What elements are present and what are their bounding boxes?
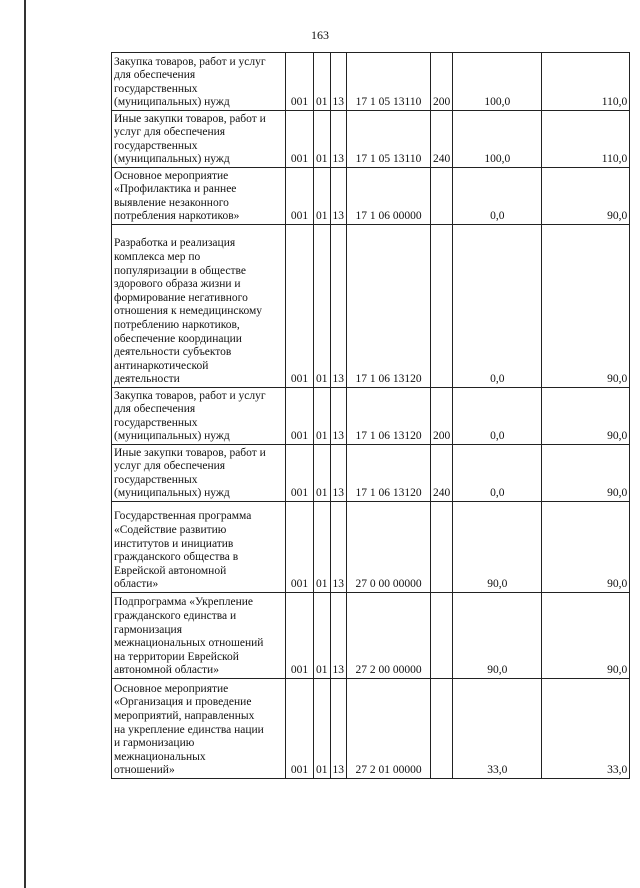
ved-code [286,168,314,225]
amount-year-1-text: 100,0 [484,153,511,166]
expense-type-code [431,502,453,593]
amount-year-2-text: 90,0 [607,578,628,591]
section-code-text: 01 [316,430,328,443]
subsection-code [330,53,347,111]
expense-type-code [431,679,453,779]
expense-type-code-text: 240 [433,487,451,500]
amount-year-2-text: 110,0 [601,153,628,166]
row-name-text: Закупка товаров, работ и услуг для обеспечения государственных (муниципальных) нужд [114,55,266,109]
amount-year-2 [542,679,630,779]
expense-type-code [431,388,453,445]
section-code-text: 01 [316,664,328,677]
table-row [112,445,630,502]
target-article-code [347,679,431,779]
amount-year-1 [453,679,542,779]
amount-year-1 [453,445,542,502]
section-code-text: 01 [316,764,328,777]
target-article-code-text: 17 1 06 13120 [355,430,422,443]
ved-code [286,593,314,679]
row-name-text: Иные закупки товаров, работ и услуг для обеспечения государственных (муниципальных) нужд [114,446,266,500]
amount-year-2 [542,168,630,225]
target-article-code-text: 17 1 06 13120 [355,373,422,386]
target-article-code-text: 17 1 05 13110 [355,153,422,166]
subsection-code-text: 13 [332,764,344,777]
expense-type-code-text: 240 [433,153,451,166]
page-number: 163 [311,28,329,42]
amount-year-1-text: 0,0 [490,487,505,500]
section-code [314,225,331,388]
amount-year-1 [453,53,542,111]
subsection-code-text: 13 [332,373,344,386]
target-article-code [347,445,431,502]
subsection-code-text: 13 [332,96,344,109]
row-name [112,111,286,168]
section-code-text: 01 [316,487,328,500]
amount-year-2 [542,111,630,168]
subsection-code-text: 13 [332,153,344,166]
amount-year-2 [542,388,630,445]
ved-code [286,53,314,111]
amount-year-2 [542,53,630,111]
section-code-text: 01 [316,153,328,166]
amount-year-1-text: 0,0 [490,210,505,223]
amount-year-2-text: 90,0 [607,430,628,443]
amount-year-1-text: 0,0 [490,430,505,443]
amount-year-1-text: 90,0 [487,664,508,677]
subsection-code-text: 13 [332,430,344,443]
amount-year-2-text: 110,0 [601,96,628,109]
ved-code-text: 001 [290,210,309,223]
subsection-code [330,168,347,225]
table-row [112,53,630,111]
subsection-code [330,111,347,168]
section-code [314,502,331,593]
amount-year-1 [453,502,542,593]
target-article-code [347,168,431,225]
target-article-code [347,388,431,445]
amount-year-1-text: 90,0 [487,578,508,591]
ved-code-text: 001 [290,578,309,591]
amount-year-1 [453,111,542,168]
table-row [112,111,630,168]
ved-code-text: 001 [290,430,309,443]
ved-code [286,679,314,779]
subsection-code [330,388,347,445]
row-name-text: Основное мероприятие «Профилактика и раннее выявление незаконного потребления наркотиков» [114,169,240,223]
amount-year-1 [453,225,542,388]
row-name-text: Закупка товаров, работ и услуг для обеспечения государственных (муниципальных) нужд [114,389,266,443]
subsection-code [330,679,347,779]
subsection-code-text: 13 [332,664,344,677]
amount-year-2 [542,445,630,502]
target-article-code-text: 17 1 06 00000 [355,210,422,223]
section-code [314,111,331,168]
amount-year-2-text: 90,0 [607,373,628,386]
section-code [314,168,331,225]
section-code [314,445,331,502]
subsection-code [330,502,347,593]
amount-year-2-text: 90,0 [607,664,628,677]
table-row [112,502,630,593]
ved-code-text: 001 [290,153,309,166]
amount-year-2-text: 90,0 [607,487,628,500]
amount-year-2-text: 90,0 [607,210,628,223]
ved-code [286,445,314,502]
section-code [314,679,331,779]
amount-year-2-text: 33,0 [607,764,628,777]
section-code-text: 01 [316,578,328,591]
ved-code-text: 001 [290,764,309,777]
table-row [112,679,630,779]
expense-type-code-text: 200 [433,96,451,109]
subsection-code [330,445,347,502]
amount-year-1-text: 100,0 [484,96,511,109]
expense-type-code [431,53,453,111]
row-name-text: Иные закупки товаров, работ и услуг для обеспечения государственных (муниципальных) нужд [114,112,266,166]
target-article-code-text: 27 2 00 00000 [355,664,422,677]
subsection-code [330,225,347,388]
target-article-code-text: 27 2 01 00000 [355,764,422,777]
section-code-text: 01 [316,96,328,109]
target-article-code-text: 17 1 05 13110 [355,96,422,109]
section-code [314,388,331,445]
section-code-text: 01 [316,373,328,386]
expense-type-code [431,111,453,168]
amount-year-1-text: 33,0 [487,764,508,777]
amount-year-2 [542,225,630,388]
budget-table [111,52,630,779]
ved-code-text: 001 [290,487,309,500]
target-article-code-text: 27 0 00 00000 [355,578,422,591]
section-code [314,593,331,679]
ved-code-text: 001 [290,373,309,386]
amount-year-1-text: 0,0 [490,373,505,386]
ved-code [286,502,314,593]
row-name-text: Основное мероприятие «Организация и проведение мероприятий, направленных на укрепление единства нации и гармонизацию межнациональных отношений» [114,682,264,777]
expense-type-code [431,445,453,502]
target-article-code [347,502,431,593]
left-margin-rule [24,0,26,888]
subsection-code-text: 13 [332,210,344,223]
row-name [112,445,286,502]
row-name [112,502,286,593]
row-name-text: Государственная программа «Содействие развитию институтов и инициатив гражданского общества в Еврейской автономной области» [114,510,252,591]
target-article-code [347,593,431,679]
ved-code-text: 001 [290,96,309,109]
target-article-code [347,111,431,168]
subsection-code-text: 13 [332,487,344,500]
ved-code [286,388,314,445]
subsection-code-text: 13 [332,578,344,591]
table-row [112,593,630,679]
row-name [112,225,286,388]
row-name [112,593,286,679]
amount-year-2 [542,502,630,593]
expense-type-code [431,593,453,679]
subsection-code [330,593,347,679]
section-code [314,53,331,111]
row-name-text: Подпрограмма «Укрепление гражданского единства и гармонизация межнациональных отношений на территории Еврейской автономной области» [114,596,264,677]
target-article-code [347,225,431,388]
table-row [112,225,630,388]
amount-year-1 [453,593,542,679]
table-row [112,168,630,225]
amount-year-1 [453,388,542,445]
row-name [112,388,286,445]
expense-type-code [431,168,453,225]
table-row [112,388,630,445]
target-article-code-text: 17 1 06 13120 [355,487,422,500]
row-name [112,168,286,225]
ved-code-text: 001 [290,664,309,677]
ved-code [286,225,314,388]
target-article-code [347,53,431,111]
section-code-text: 01 [316,210,328,223]
row-name-text: Разработка и реализация комплекса мер по популяризации в обществе здорового образа жизни и формирование негативного отношения к немедицинскому потреблению наркотиков, обеспечение координации деятельности субъектов антинаркотической деятельности [114,237,263,386]
expense-type-code [431,225,453,388]
row-name [112,53,286,111]
amount-year-1 [453,168,542,225]
amount-year-2 [542,593,630,679]
ved-code [286,111,314,168]
expense-type-code-text: 200 [433,430,451,443]
row-name [112,679,286,779]
